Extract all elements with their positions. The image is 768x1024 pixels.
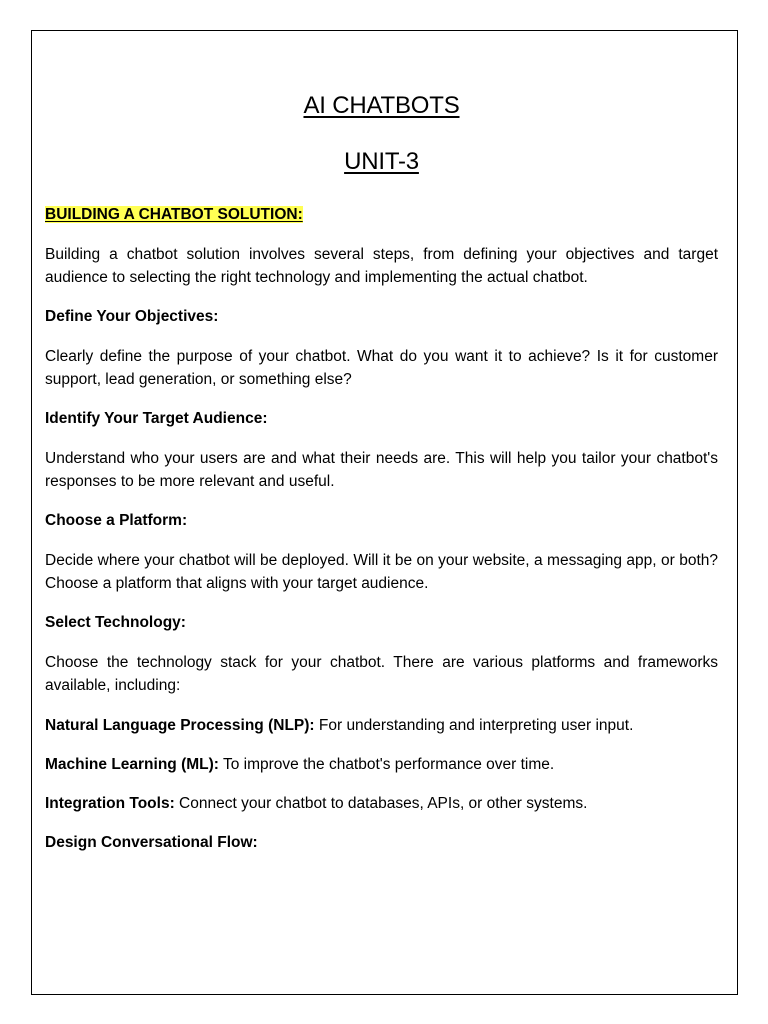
subheading-technology: Select Technology: <box>45 614 186 631</box>
document-content <box>45 90 718 853</box>
paragraph-objectives: Clearly define the purpose of your chatbot. What do you want it to achieve? Is it for customer support, lead generation, or something else? <box>45 348 718 388</box>
subheading-objectives: Define Your Objectives: <box>45 308 219 325</box>
paragraph-platform: Decide where your chatbot will be deployed. Will it be on your website, a messaging app, or both? Choose a platform that aligns with your target audience. <box>45 552 718 592</box>
subheading-audience: Identify Your Target Audience: <box>45 410 268 427</box>
item-description: Connect your chatbot to databases, APIs, or other systems. <box>174 795 588 812</box>
item-description: To improve the chatbot's performance over time. <box>218 756 555 773</box>
section-heading <box>45 205 718 225</box>
subheading-conversational-flow: Design Conversational Flow: <box>45 834 258 851</box>
document-title: AI CHATBOTS <box>303 92 460 119</box>
item-term: Natural Language Processing (NLP): <box>45 717 315 734</box>
item-ml <box>45 755 718 775</box>
intro-paragraph: Building a chatbot solution involves several steps, from defining your objectives and target audience to selecting the right technology and implementing the actual chatbot. <box>45 246 718 286</box>
paragraph-audience: Understand who your users are and what their needs are. This will help you tailor your chatbot's responses to be more relevant and useful. <box>45 450 718 490</box>
paragraph-technology: Choose the technology stack for your chatbot. There are various platforms and frameworks available, including: <box>45 654 718 694</box>
subheading-platform: Choose a Platform: <box>45 512 188 529</box>
item-integration <box>45 794 718 814</box>
item-term: Machine Learning (ML): <box>45 756 219 773</box>
item-nlp <box>45 716 718 736</box>
item-term: Integration Tools: <box>45 795 175 812</box>
item-description: For understanding and interpreting user input. <box>314 717 634 734</box>
unit-title: UNIT-3 <box>344 148 419 175</box>
highlighted-heading-text: BUILDING A CHATBOT SOLUTION: <box>45 206 303 223</box>
